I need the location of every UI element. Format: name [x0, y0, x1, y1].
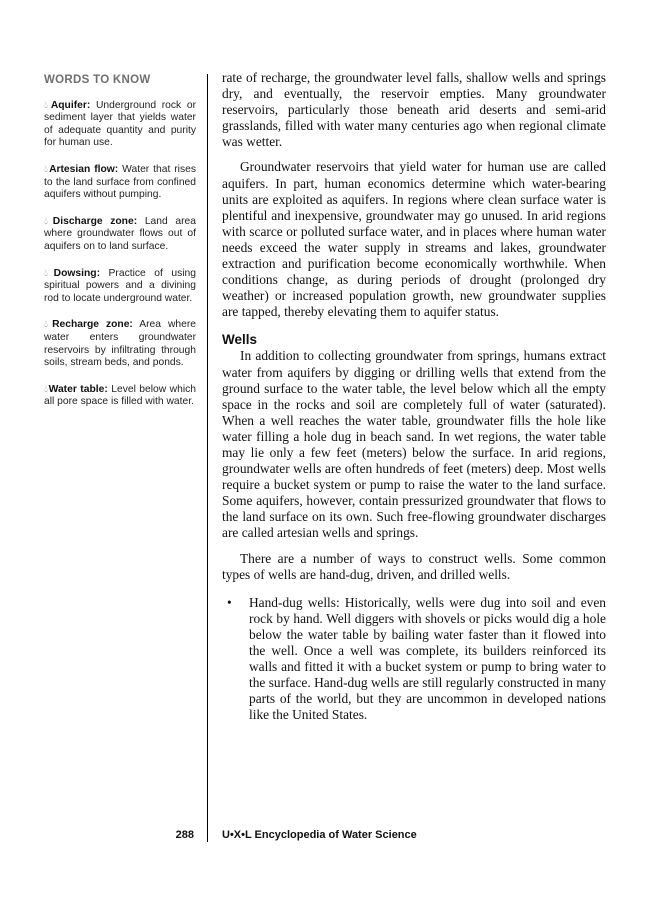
term-definition: Land area where groundwater flows out of aquifers on to land surface. [44, 215, 196, 252]
words-to-know-sidebar [44, 74, 196, 423]
glossary-term [44, 216, 196, 254]
term-definition: Area where water enters groundwater reservoirs by infiltrating through soils, stream beds, and ponds. [44, 319, 196, 369]
term-definition: Underground rock or sediment layer that yields water of adequate quantity and purity for human use. [44, 99, 196, 149]
water-drop-icon: 💧︎ [44, 267, 54, 279]
term-name: Water table: [48, 383, 108, 395]
main-text-column [222, 70, 606, 723]
body-paragraph: In addition to collecting groundwater from springs, humans extract water from aquifers by digging or drilling wells that extend from the ground surface to the water table, the level below which all the empty space in the rocks and soil are completely full of water (saturated). When a well reaches the water table, groundwater fills the hole like water filling a hole dug in beach sand. In wet regions, the water table may lie only a few feet (meters) below the surface. In arid regions, groundwater wells are often hundreds of feet (meters) deep. Most wells require a bucket system or pump to raise the water to the land surface. Some aquifers, however, contain pressurized groundwater that flows to the land surface on its own. Such free-flowing groundwater discharges are called artesian wells and springs. [222, 348, 606, 541]
body-paragraph: rate of recharge, the groundwater level falls, shallow wells and springs dry, and eventually, the reservoir empties. Many groundwater reservoirs, particularly those beneath arid deserts and semi-arid grasslands, filled with water many centuries ago when regional climate was wetter. [222, 70, 606, 150]
section-heading: Wells [222, 332, 258, 348]
term-definition: Level below which all pore space is filled with water. [44, 383, 196, 408]
term-name: Artesian flow: [49, 163, 119, 175]
term-definition: Practice of using spiritual powers and a divining rod to locate underground water. [44, 267, 196, 304]
term-name: Recharge zone: [52, 319, 133, 331]
water-drop-icon: 💧︎ [44, 319, 53, 331]
list-item-text: Hand-dug wells: Historically, wells were dug into soil and even rock by hand. Well diggers with shovels or picks would dig a hole below the water table by bailing water faster than it flowed into the well. Once a well was complete, its builders reinforced its walls and fitted it with a bucket system or pump to bring water to the surface. Hand-dug wells are still regularly constructed in many parts of the world, but they are uncommon in developed nations like the United States. [249, 594, 606, 723]
water-drop-icon: 💧︎ [44, 99, 51, 111]
term-name: Aquifer: [50, 99, 91, 111]
term-name: Dowsing: [53, 267, 101, 279]
water-drop-icon: 💧︎ [44, 383, 49, 395]
page-number: 288 [175, 829, 194, 841]
sidebar-heading: WORDS TO KNOW [44, 74, 151, 86]
body-paragraph: There are a number of ways to construct wells. Some common types of wells are hand-dug, driven, and drilled wells. [222, 550, 606, 582]
glossary-term [44, 164, 196, 202]
glossary-term [44, 384, 196, 409]
water-drop-icon: 💧︎ [44, 215, 53, 227]
glossary-term [44, 100, 196, 150]
water-drop-icon: 💧︎ [44, 163, 50, 175]
glossary-term [44, 268, 196, 306]
term-name: Discharge zone: [52, 215, 138, 227]
term-definition: Water that rises to the land surface from confined aquifers without pumping. [44, 163, 196, 201]
book-title: U•X•L Encyclopedia of Water Science [222, 829, 417, 841]
column-divider [207, 74, 208, 842]
body-paragraph: Groundwater reservoirs that yield water for human use are called aquifers. In part, human economics determine which water-bearing units are exploited as aquifers. In regions where clean surface water is plentiful and inexpensive, groundwater may go unused. In arid regions with scarce or polluted surface water, and in places where human water needs exceed the water supply in streams and lakes, groundwater extraction and purification become economically worthwhile. When conditions change, as during periods of drought (prolonged dry weather) or increased population growth, new groundwater supplies are tapped, thereby elevating them to aquifer status. [222, 159, 606, 320]
list-item [222, 595, 606, 724]
bullet-icon: • [227, 594, 232, 610]
glossary-term [44, 319, 196, 369]
